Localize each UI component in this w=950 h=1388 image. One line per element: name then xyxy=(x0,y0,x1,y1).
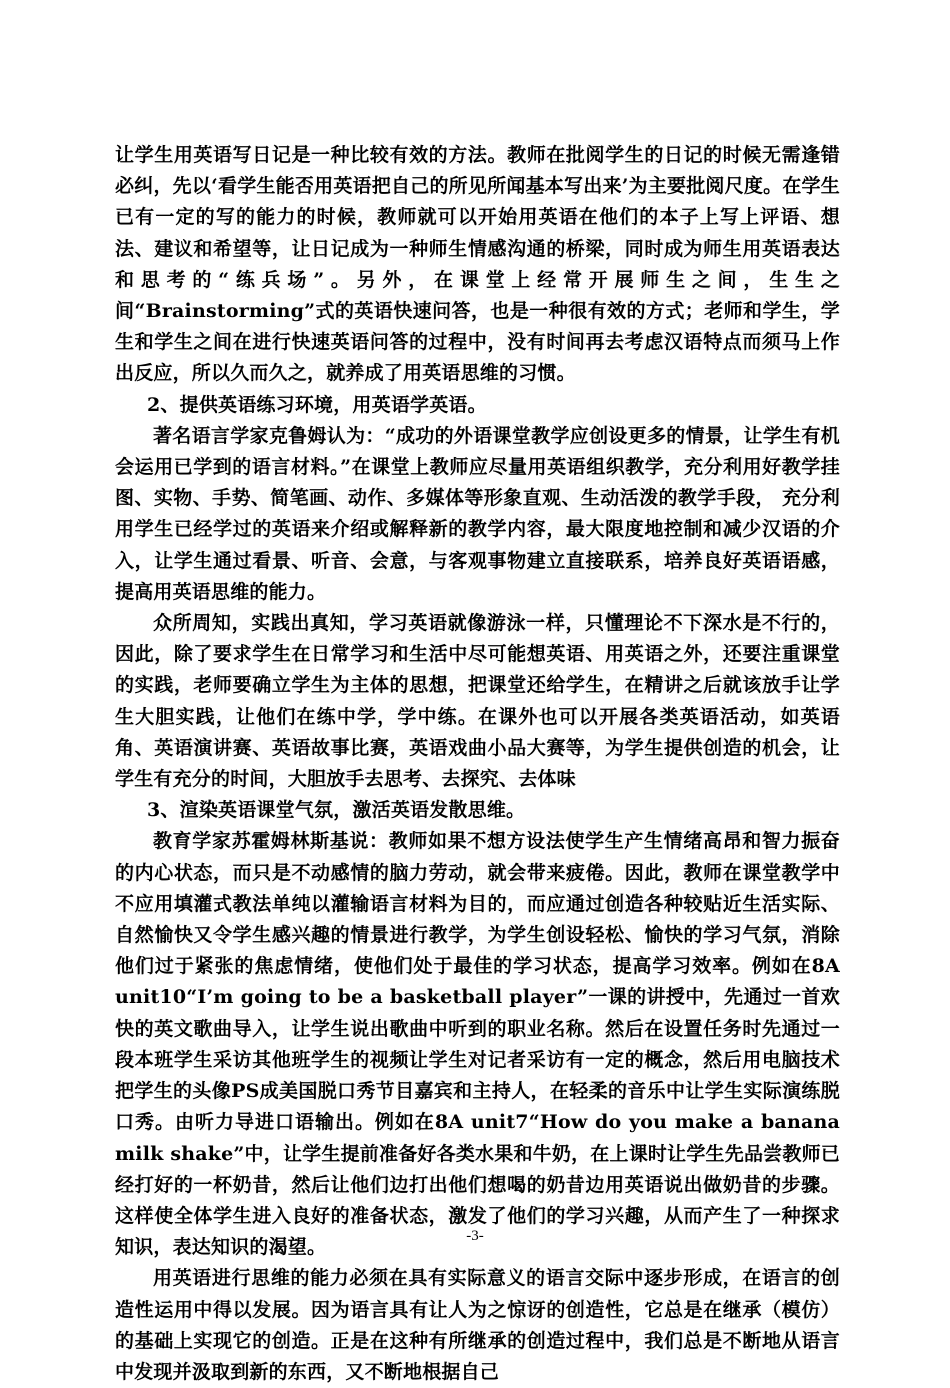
paragraph-creative-use: 用英语进行思维的能力必须在具有实际意义的语言交际中逐步形成，在语言的创造性运用中得以发展。因为语言具有让人为之惊讶的创造性，它总是在继承（模仿）的基础上实现它的创造。正是在这种有所继承的创造过程中，我们总是不断地从语言中发现并汲取到新的东西，又不断地根据自己 xyxy=(115,1267,840,1383)
paragraph-diary-method: 让学生用英语写日记是一种比较有效的方法。教师在批阅学生的日记的时候无需逢错必纠，先以‘看学生能否用英语把自己的所见所闻基本写出来’为主要批阅尺度。在学生已有一定的写的能力的时候，教师就可以开始用英语在他们的本子上写上评语、想法、建议和希望等，让日记成为一种师生情感沟通的桥梁，同时成为师生用英语表达和思考的“练兵场”。另外，在课堂上经常开展师生之间，生生之间“Brainstorming”式的英语快速问答，也是一种很有效的方式；老师和学生，学生和学生之间在进行快速英语问答的过程中，没有时间再去考虑汉语特点而须马上作出反应，所以久而久之，就养成了用英语思维的习惯。 xyxy=(115,144,840,385)
document-body xyxy=(115,140,840,1388)
page-number: -3- xyxy=(466,1228,484,1244)
section-heading-2: 2、提供英语练习环境，用英语学英语。 xyxy=(147,393,487,416)
section-heading-3: 3、渲染英语课堂气氛，激活英语发散思维。 xyxy=(147,799,526,822)
paragraph-krashen-quote: 著名语言学家克鲁姆认为：“成功的外语课堂教学应创设更多的情景，让学生有机会运用已学到的语言材料。”在课堂上教师应尽量用英语组织教学，充分利用好教学挂图、实物、手势、简笔画、动作、多媒体等形象直观、生动活泼的教学手段， 充分利用学生已经学过的英语来介绍或解释新的教学内容，最大限度地控制和减少汉语的介入，让学生通过看景、听音、会意，与客观事物建立直接联系，培养良好英语语感，提高用英语思维的能力。 xyxy=(115,424,840,603)
paragraph-practice: 众所周知，实践出真知，学习英语就像游泳一样，只懂理论不下深水是不行的，因此，除了要求学生在日常学习和生活中尽可能想英语、用英语之外，还要注重课堂的实践，老师要确立学生为主体的思想，把课堂还给学生，在精讲之后就该放手让学生大胆实践，让他们在练中学，学中练。在课外也可以开展各类英语活动，如英语角、英语演讲赛、英语故事比赛，英语戏曲小品大赛等，为学生提供创造的机会，让学生有充分的时间，大胆放手去思考、去探究、去体味 xyxy=(115,612,840,791)
paragraph-sukhomlinsky: 教育学家苏霍姆林斯基说：教师如果不想方设法使学生产生情绪高昂和智力振奋的内心状态，而只是不动感情的脑力劳动，就会带来疲倦。因此，教师在课堂教学中不应用填灌式教法单纯以灌输语言材料为目的，而应通过创造各种较贴近生活实际、自然愉快又令学生感兴趣的情景进行教学，为学生创设轻松、愉快的学习气氛，消除他们过于紧张的焦虑情绪，使他们处于最佳的学习状态，提高学习效率。例如在8A unit10“I’m going to be a basketball player”一课的讲授中，先通过一首欢快的英文歌曲导入，让学生说出歌曲中听到的职业名称。然后在设置任务时先通过一段本班学生采访其他班学生的视频让学生对记者采访有一定的概念，然后用电脑技术把学生的头像PS成美国脱口秀节目嘉宾和主持人，在轻柔的音乐中让学生实际演练脱口秀。由听力导进口语输出。例如在8A unit7“How do you make a banana milk shake”中，让学生提前准备好各类水果和牛奶，在上课时让学生先品尝教师已经打好的一杯奶昔，然后让他们边打出他们想喝的奶昔边用英语说出做奶昔的步骤。这样使全体学生进入良好的准备状态，激发了他们的学习兴趣，从而产生了一种探求知识，表达知识的渴望。 xyxy=(115,830,840,1259)
